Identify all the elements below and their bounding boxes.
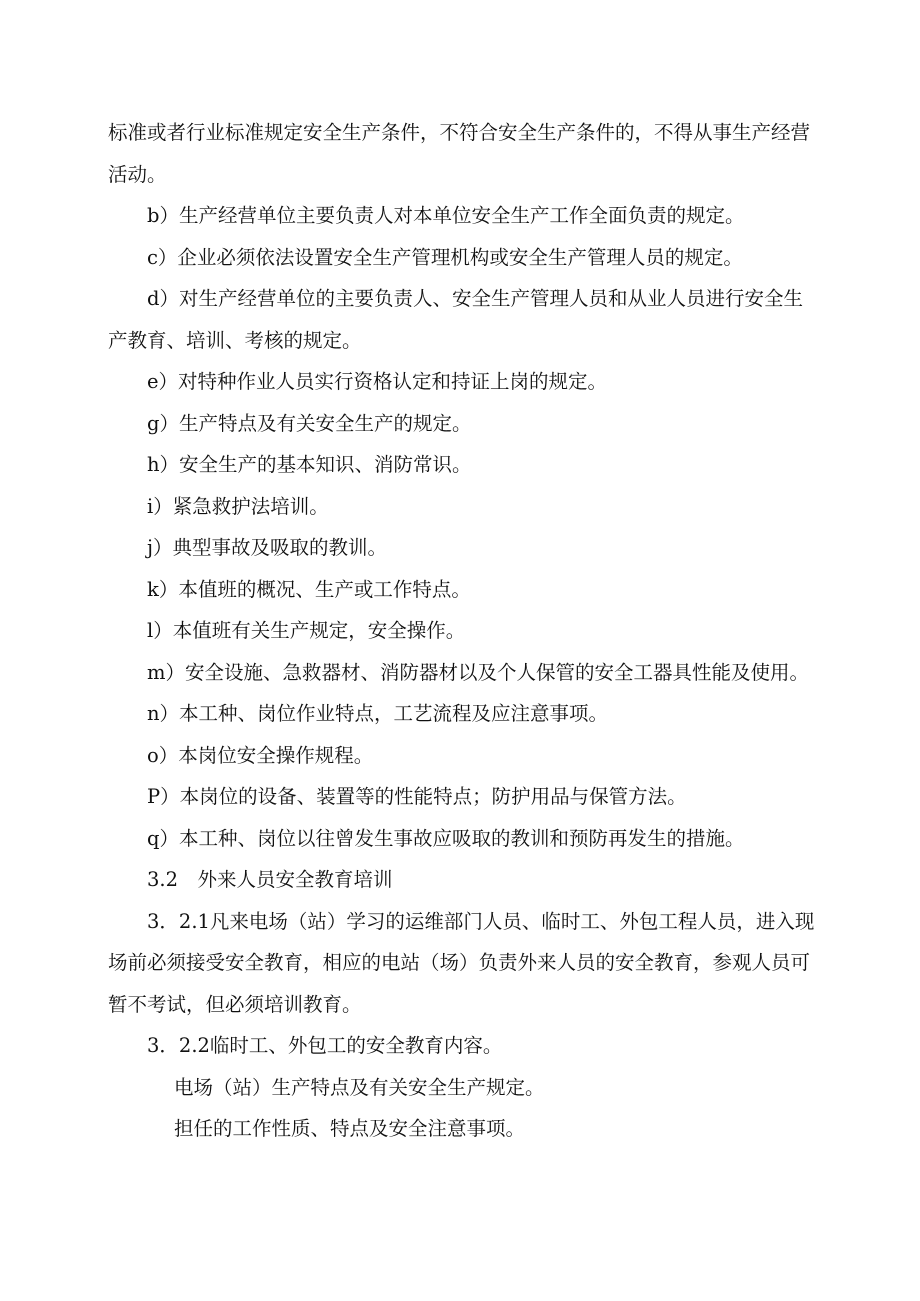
list-item-b: b）生产经营单位主要负责人对本单位安全生产工作全面负责的规定。 (147, 204, 745, 227)
content-item: 电场（站）生产特点及有关安全生产规定。 (174, 1075, 545, 1099)
list-item-h: h）安全生产的基本知识、消防常识。 (147, 453, 472, 476)
list-item-q: q）本工种、岗位以往曾发生事故应吸取的教训和预防再发生的措施。 (147, 826, 745, 850)
paragraph-continuation: 标准或者行业标准规定安全生产条件，不符合安全生产条件的，不得从事生产经营活动。 (108, 121, 811, 186)
list-item-j: j）典型事故及吸取的教训。 (147, 536, 388, 559)
list-item-e: e）对特种作业人员实行资格认定和持证上岗的规定。 (147, 370, 608, 393)
section-3-2-2: 3．2.2临时工、外包工的安全教育内容。 (147, 1034, 503, 1057)
list-item-g: g）生产特点及有关安全生产的规定。 (147, 411, 472, 435)
list-item-d: d）对生产经营单位的主要负责人、安全生产管理人员和从业人员进行安全生产教育、培训、考核的规定。 (108, 287, 803, 352)
list-item-n: n）本工种、岗位作业特点，工艺流程及应注意事项。 (147, 702, 609, 725)
document-body (108, 112, 820, 1150)
list-item-i: i）紧急救护法培训。 (147, 494, 329, 518)
list-item-m: m）安全设施、急救器材、消防器材以及个人保管的安全工器具性能及使用。 (147, 660, 809, 684)
section-3-2-1: 3．2.1凡来电场（站）学习的运维部门人员、临时工、外包工程人员，进入现场前必须接受安全教育，相应的电站（场）负责外来人员的安全教育，参观人员可暂不考试，但必须培训教育。 (108, 909, 815, 1016)
list-item-l: l）本值班有关生产规定，安全操作。 (147, 619, 466, 642)
section-heading-3-2: 3.2 外来人员安全教育培训 (147, 868, 393, 891)
list-item-p: P）本岗位的设备、装置等的性能特点；防护用品与保管方法。 (147, 785, 687, 808)
list-item-k: k）本值班的概况、生产或工作特点。 (147, 577, 471, 601)
list-item-c: c）企业必须依法设置安全生产管理机构或安全生产管理人员的规定。 (147, 245, 743, 269)
content-item: 担任的工作性质、特点及安全注意事项。 (174, 1117, 526, 1140)
list-item-o: o）本岗位安全操作规程。 (147, 743, 374, 767)
